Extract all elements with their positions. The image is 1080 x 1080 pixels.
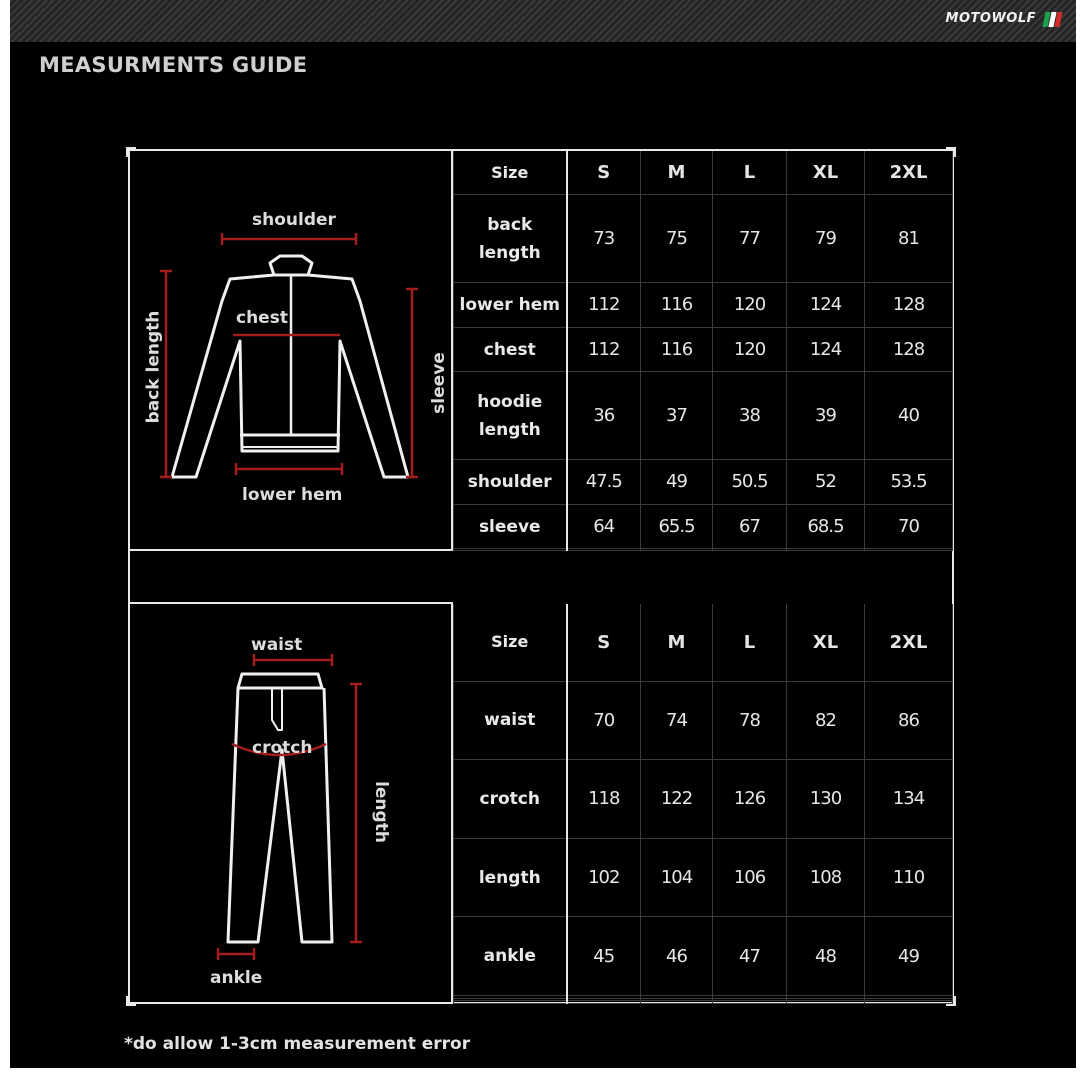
size-column-header: L (713, 151, 787, 195)
size-header-cell: Size (454, 604, 567, 681)
back-length-label: back length (143, 310, 164, 424)
value-cell: 48 (787, 917, 865, 996)
value-cell: 68.5 (787, 504, 865, 549)
table-row (454, 681, 953, 760)
empty-cell (454, 1001, 567, 1004)
value-cell: 65.5 (641, 504, 713, 549)
sleeve-label: sleeve (428, 352, 449, 414)
size-guide-image (10, 0, 1076, 1068)
measurement-label-cell: lower hem (454, 283, 567, 328)
value-cell: 36 (567, 372, 641, 460)
size-column-header: 2XL (865, 151, 953, 195)
value-cell: 120 (713, 283, 787, 328)
corner-mark (946, 996, 956, 1006)
corner-mark (126, 147, 136, 157)
measurement-label-cell: hoodie length (454, 372, 567, 460)
table-header-row (454, 151, 953, 195)
value-cell: 82 (787, 681, 865, 760)
value-cell: 40 (865, 372, 953, 460)
measurement-label-cell: crotch (454, 760, 567, 839)
value-cell: 120 (713, 327, 787, 372)
table-row (454, 838, 953, 917)
footnote: *do allow 1-3cm measurement error (124, 1034, 471, 1054)
value-cell: 112 (567, 327, 641, 372)
measurement-label-cell: back length (454, 195, 567, 283)
value-cell: 77 (713, 195, 787, 283)
value-cell: 53.5 (865, 460, 953, 505)
measurement-chart (128, 149, 954, 1004)
size-column-header: 2XL (865, 604, 953, 681)
value-cell: 49 (641, 460, 713, 505)
table-row (454, 917, 953, 996)
corner-mark (946, 147, 956, 157)
value-cell: 124 (787, 283, 865, 328)
table-row (454, 372, 953, 460)
value-cell: 126 (713, 760, 787, 839)
value-cell: 45 (567, 917, 641, 996)
value-cell: 78 (713, 681, 787, 760)
table-row (454, 283, 953, 328)
value-cell: 81 (865, 195, 953, 283)
value-cell: 79 (787, 195, 865, 283)
size-column-header: M (641, 151, 713, 195)
value-cell: 122 (641, 760, 713, 839)
crotch-label: crotch (252, 738, 313, 758)
value-cell: 75 (641, 195, 713, 283)
empty-cell (865, 1001, 953, 1004)
measurement-label-cell: length (454, 838, 567, 917)
jacket-size-table (453, 151, 953, 551)
empty-table-row (454, 1001, 953, 1004)
ankle-label: ankle (210, 968, 263, 988)
size-column-header: XL (787, 604, 865, 681)
value-cell: 112 (567, 283, 641, 328)
value-cell: 70 (865, 504, 953, 549)
pants-outline-icon (130, 604, 451, 1002)
value-cell: 50.5 (713, 460, 787, 505)
measurement-label-cell: chest (454, 327, 567, 372)
value-cell: 108 (787, 838, 865, 917)
empty-cell (567, 1001, 641, 1004)
spacer-row (130, 551, 952, 602)
size-column-header: L (713, 604, 787, 681)
measurement-label-cell: shoulder (454, 460, 567, 505)
measurement-label-cell: waist (454, 681, 567, 760)
corner-mark (126, 996, 136, 1006)
table-row (454, 195, 953, 283)
value-cell: 38 (713, 372, 787, 460)
measurement-label-cell: ankle (454, 917, 567, 996)
value-cell: 110 (865, 838, 953, 917)
size-column-header: S (567, 151, 641, 195)
size-header-cell: Size (454, 151, 567, 195)
value-cell: 102 (567, 838, 641, 917)
value-cell: 37 (641, 372, 713, 460)
value-cell: 46 (641, 917, 713, 996)
brand-logo: MOTOWOLF (945, 11, 1036, 26)
size-column-header: XL (787, 151, 865, 195)
waist-label: waist (251, 635, 303, 655)
value-cell: 116 (641, 283, 713, 328)
value-cell: 128 (865, 327, 953, 372)
table-row (454, 460, 953, 505)
size-column-header: S (567, 604, 641, 681)
pants-size-table (453, 604, 953, 1004)
value-cell: 67 (713, 504, 787, 549)
pants-measure-lines (218, 654, 362, 960)
value-cell: 73 (567, 195, 641, 283)
measurement-label-cell: sleeve (454, 504, 567, 549)
value-cell: 130 (787, 760, 865, 839)
value-cell: 47 (713, 917, 787, 996)
pants-diagram (130, 602, 453, 1004)
italy-flag-icon (1042, 12, 1063, 27)
empty-cell (713, 1001, 787, 1004)
size-column-header: M (641, 604, 713, 681)
empty-cell (787, 1001, 865, 1004)
value-cell: 39 (787, 372, 865, 460)
value-cell: 64 (567, 504, 641, 549)
lower-hem-label: lower hem (242, 485, 343, 505)
table-row (454, 760, 953, 839)
value-cell: 118 (567, 760, 641, 839)
table-row (454, 327, 953, 372)
value-cell: 49 (865, 917, 953, 996)
table-header-row (454, 604, 953, 681)
value-cell: 74 (641, 681, 713, 760)
chest-label: chest (236, 308, 288, 328)
value-cell: 104 (641, 838, 713, 917)
jacket-diagram (130, 151, 453, 551)
page-title: MEASURMENTS GUIDE (39, 53, 308, 77)
value-cell: 52 (787, 460, 865, 505)
value-cell: 116 (641, 327, 713, 372)
value-cell: 86 (865, 681, 953, 760)
length-label: length (370, 781, 391, 843)
table-row (454, 504, 953, 549)
value-cell: 124 (787, 327, 865, 372)
value-cell: 128 (865, 283, 953, 328)
value-cell: 134 (865, 760, 953, 839)
value-cell: 47.5 (567, 460, 641, 505)
shoulder-label: shoulder (252, 210, 336, 230)
value-cell: 70 (567, 681, 641, 760)
jacket-measure-lines (160, 233, 418, 477)
carbon-header-bar (10, 0, 1076, 42)
value-cell: 106 (713, 838, 787, 917)
empty-cell (641, 1001, 713, 1004)
